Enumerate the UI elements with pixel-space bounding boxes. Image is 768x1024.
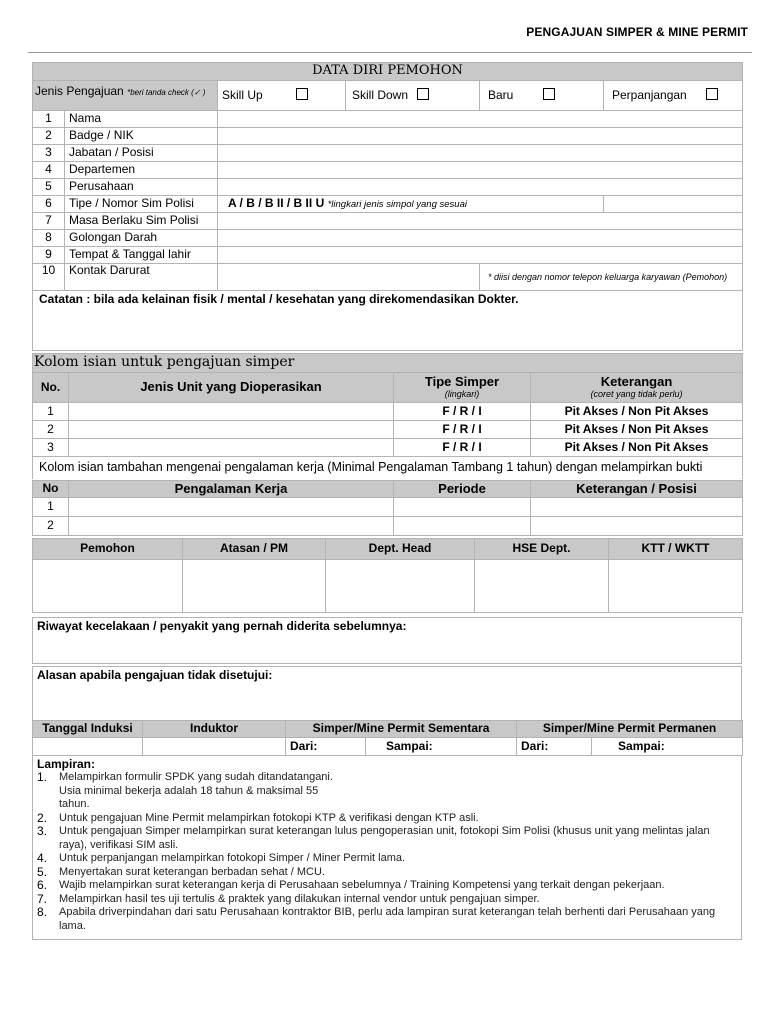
- col-tipe-title: Tipe Simper: [424, 374, 500, 390]
- keterangan-posisi-field[interactable]: [531, 517, 743, 536]
- lampiran-item: [37, 893, 737, 907]
- kontak-darurat-field[interactable]: [218, 264, 480, 291]
- sementara-sampai-field[interactable]: Sampai:: [366, 738, 517, 756]
- col-keterangan-posisi: Keterangan / Posisi: [531, 481, 743, 498]
- golongan-darah-label: Golongan Darah: [65, 230, 218, 247]
- item-text: Untuk pengajuan Simper melampirkan surat keterangan lulus pengoperasian unit, fotokopi Sim Polisi (khusus unit yang melintas jalan raya), verifikasi SIM asli.: [59, 825, 710, 851]
- jabatan-field[interactable]: [218, 145, 743, 162]
- item-text: Melampirkan hasil tes uji tertulis & praktek yang dilakukan internal vendor untuk pengajuan simper.: [59, 892, 540, 905]
- skill-up-checkbox[interactable]: [296, 88, 308, 100]
- item-number: 7.: [37, 891, 48, 906]
- sim-type-options[interactable]: [218, 196, 604, 213]
- perusahaan-field[interactable]: [218, 179, 743, 196]
- row-number: 1: [33, 498, 69, 517]
- item-text: Wajib melampirkan surat keterangan kerja di Perusahaan sebelumnya / Training Kompetensi yang terkait dengan pekerjaan.: [59, 879, 665, 891]
- item-text: Menyertakan surat keterangan berbadan sehat / MCU.: [59, 865, 325, 878]
- col-tipe-sub: (lingkari): [444, 388, 480, 399]
- col-ktt: KTT / WKTT: [609, 539, 743, 560]
- col-ket-title: Keterangan: [600, 374, 673, 390]
- item-number: 6.: [37, 878, 48, 892]
- item-number: 8.: [37, 905, 48, 919]
- riwayat-box[interactable]: [32, 617, 742, 664]
- data-row: [33, 111, 743, 128]
- lampiran-item: [37, 879, 737, 893]
- jenis-pengajuan-note: *beri tanda check (✓ ): [127, 88, 206, 97]
- option-skill-down-label: Skill Down: [352, 88, 409, 103]
- keterangan-options[interactable]: Pit Akses / Non Pit Akses: [531, 403, 743, 421]
- item-text-line: tahun.: [59, 798, 90, 810]
- col-dept-head: Dept. Head: [326, 539, 475, 560]
- row-number: 9: [33, 247, 65, 264]
- option-baru[interactable]: [480, 81, 604, 111]
- option-perpanjangan-label: Perpanjangan: [612, 88, 687, 103]
- sim-note: *lingkari jenis simpol yang sesuai: [327, 199, 467, 211]
- dept-head-signature[interactable]: [326, 560, 475, 613]
- data-row: [33, 128, 743, 145]
- lampiran-list: [37, 771, 737, 933]
- item-text: Untuk perpanjangan melampirkan fotokopi Simper / Miner Permit lama.: [59, 852, 406, 864]
- col-induktor: Induktor: [143, 721, 286, 738]
- jenis-pengajuan-text: Jenis Pengajuan: [35, 84, 124, 98]
- item-text-line: Usia minimal bekerja adalah 18 tahun & maksimal 55: [59, 784, 319, 797]
- lampiran-item: [37, 812, 737, 826]
- catatan: Catatan : bila ada kelainan fisik / mental / kesehatan yang direkomendasikan Dokter.: [33, 291, 743, 351]
- col-no: No.: [33, 373, 69, 403]
- row-number: 5: [33, 179, 65, 196]
- kontak-note: * diisi dengan nomor telepon keluarga karyawan (Pemohon): [480, 264, 743, 291]
- col-periode: Periode: [394, 481, 531, 498]
- hse-signature[interactable]: [475, 560, 609, 613]
- row-number: 2: [33, 421, 69, 439]
- pengalaman-table: [32, 480, 743, 536]
- data-row: [33, 196, 743, 213]
- col-no: No: [33, 481, 69, 498]
- perpanjangan-checkbox[interactable]: [706, 88, 718, 100]
- ttl-field[interactable]: [218, 247, 743, 264]
- item-number: 2.: [37, 810, 48, 825]
- kontak-darurat-label: Kontak Darurat: [65, 264, 218, 291]
- tipe-options[interactable]: F / R / I: [394, 421, 531, 439]
- periode-field[interactable]: [394, 517, 531, 536]
- simper-row: [33, 421, 743, 439]
- simper-title: Kolom isian untuk pengajuan simper: [33, 354, 743, 373]
- row-number: 7: [33, 213, 65, 230]
- data-row: [33, 213, 743, 230]
- col-ket-sub: (coret yang tidak perlu): [590, 388, 683, 399]
- badge-nik-field[interactable]: [218, 128, 743, 145]
- pemohon-signature[interactable]: [33, 560, 183, 613]
- skill-down-checkbox[interactable]: [417, 88, 429, 100]
- col-permit-permanen: Simper/Mine Permit Permanen: [517, 721, 743, 738]
- simper-table: [32, 353, 743, 479]
- perusahaan-label: Perusahaan: [65, 179, 218, 196]
- periode-field[interactable]: [394, 498, 531, 517]
- atasan-signature[interactable]: [183, 560, 326, 613]
- keterangan-options[interactable]: Pit Akses / Non Pit Akses: [531, 439, 743, 457]
- pengalaman-field[interactable]: [69, 498, 394, 517]
- row-number: 1: [33, 403, 69, 421]
- jenis-unit-field[interactable]: [69, 421, 394, 439]
- baru-checkbox[interactable]: [543, 88, 555, 100]
- document-title: PENGAJUAN SIMPER & MINE PERMIT: [526, 25, 748, 39]
- data-diri-table: [32, 62, 743, 351]
- row-number: 3: [33, 145, 65, 162]
- ktt-signature[interactable]: [609, 560, 743, 613]
- masa-berlaku-field[interactable]: [218, 213, 743, 230]
- option-baru-label: Baru: [488, 88, 514, 103]
- data-row: [33, 247, 743, 264]
- simper-row: [33, 403, 743, 421]
- item-text: Untuk pengajuan Mine Permit melampirkan fotokopi KTP & verifikasi dengan KTP asli.: [59, 811, 479, 824]
- row-number: 3: [33, 439, 69, 457]
- tipe-sim-label: Tipe / Nomor Sim Polisi: [65, 196, 218, 213]
- nama-label: Nama: [65, 111, 218, 128]
- item-text: [59, 771, 333, 812]
- item-text: Apabila driverpindahan dari satu Perusahaan kontraktor BIB, perlu ada lampiran surat keterangan telah berhenti dari Perusahaan yang lama.: [59, 906, 716, 932]
- lampiran-item: [37, 852, 737, 866]
- departemen-label: Departemen: [65, 162, 218, 179]
- lampiran-title: Lampiran:: [37, 757, 96, 771]
- jabatan-label: Jabatan / Posisi: [65, 145, 218, 162]
- item-number: 4.: [37, 851, 48, 865]
- alasan-label: Alasan apabila pengajuan tidak disetujui:: [37, 668, 273, 682]
- col-atasan: Atasan / PM: [183, 539, 326, 560]
- lampiran-item: [37, 866, 737, 880]
- approval-table: [32, 538, 743, 613]
- col-pemohon: Pemohon: [33, 539, 183, 560]
- data-row: [33, 264, 743, 291]
- keterangan-posisi-field[interactable]: [531, 498, 743, 517]
- option-skill-up-label: Skill Up: [222, 88, 263, 103]
- tanggal-induksi-field[interactable]: [33, 738, 143, 756]
- item-number: 5.: [37, 864, 48, 879]
- row-number: 1: [33, 111, 65, 128]
- pengalaman-row: [33, 498, 743, 517]
- option-skill-up[interactable]: [218, 81, 346, 111]
- data-row: [33, 145, 743, 162]
- col-keterangan: [531, 373, 743, 403]
- data-row: [33, 179, 743, 196]
- col-tipe-simper: [394, 373, 531, 403]
- jenis-unit-field[interactable]: [69, 403, 394, 421]
- permanen-dari-field[interactable]: Dari:: [517, 738, 592, 756]
- nama-field[interactable]: [218, 111, 743, 128]
- col-hse-dept: HSE Dept.: [475, 539, 609, 560]
- sim-types: A / B / B II / B II U: [228, 196, 325, 211]
- col-jenis-unit: Jenis Unit yang Dioperasikan: [69, 373, 394, 403]
- golongan-darah-field[interactable]: [218, 230, 743, 247]
- data-row: [33, 162, 743, 179]
- keterangan-options[interactable]: Pit Akses / Non Pit Akses: [531, 421, 743, 439]
- induktor-field[interactable]: [143, 738, 286, 756]
- riwayat-label: Riwayat kecelakaan / penyakit yang pernah diderita sebelumnya:: [37, 619, 407, 633]
- jenis-unit-field[interactable]: [69, 439, 394, 457]
- option-skill-down[interactable]: [346, 81, 480, 111]
- tipe-options[interactable]: F / R / I: [394, 403, 531, 421]
- sementara-dari-field[interactable]: Dari:: [286, 738, 366, 756]
- nomor-sim-field[interactable]: [604, 196, 743, 213]
- data-diri-title: DATA DIRI PEMOHON: [33, 63, 743, 81]
- lampiran-item: [37, 771, 737, 812]
- row-number: 10: [33, 264, 65, 291]
- row-number: 8: [33, 230, 65, 247]
- item-number: 1.: [37, 770, 48, 784]
- badge-nik-label: Badge / NIK: [65, 128, 218, 145]
- row-number: 2: [33, 517, 69, 536]
- row-number: 2: [33, 128, 65, 145]
- col-permit-sementara: Simper/Mine Permit Sementara: [286, 721, 517, 738]
- pengalaman-row: [33, 517, 743, 536]
- header-divider: [28, 52, 752, 53]
- row-number: 6: [33, 196, 65, 213]
- item-text-line: Melampirkan formulir SPDK yang sudah ditandatangani.: [59, 771, 333, 783]
- option-perpanjangan[interactable]: [604, 81, 743, 111]
- permanen-sampai-field[interactable]: Sampai:: [592, 738, 743, 756]
- departemen-field[interactable]: [218, 162, 743, 179]
- pengalaman-field[interactable]: [69, 517, 394, 536]
- lampiran-item: [37, 825, 737, 852]
- lampiran-section: [32, 755, 742, 940]
- col-pengalaman: Pengalaman Kerja: [69, 481, 394, 498]
- data-row: [33, 230, 743, 247]
- simper-row: [33, 439, 743, 457]
- tipe-options[interactable]: F / R / I: [394, 439, 531, 457]
- ttl-label: Tempat & Tanggal lahir: [65, 247, 218, 264]
- masa-berlaku-label: Masa Berlaku Sim Polisi: [65, 213, 218, 230]
- row-number: 4: [33, 162, 65, 179]
- jenis-pengajuan-label: [33, 81, 218, 111]
- lampiran-item: [37, 906, 737, 933]
- item-number: 3.: [37, 824, 48, 838]
- col-tanggal-induksi: Tanggal Induksi: [33, 721, 143, 738]
- induksi-table: [32, 720, 743, 756]
- pengalaman-note: Kolom isian tambahan mengenai pengalaman kerja (Minimal Pengalaman Tambang 1 tahun) dengan melampirkan bukti: [33, 457, 743, 479]
- alasan-box[interactable]: [32, 666, 742, 720]
